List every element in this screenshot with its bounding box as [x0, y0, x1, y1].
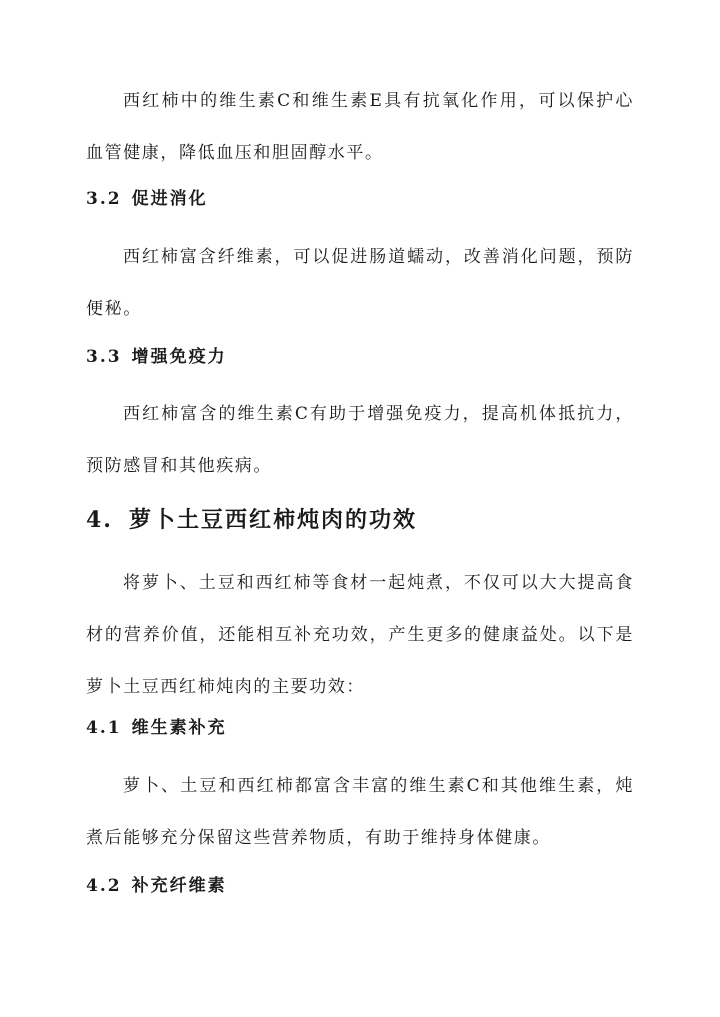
heading-4-1	[86, 716, 227, 740]
heading-3-3	[86, 345, 227, 369]
heading-number: 4.1	[86, 718, 122, 738]
heading-number: 4.	[86, 507, 113, 533]
heading-title: 促进消化	[131, 189, 208, 209]
heading-3-2	[86, 187, 208, 211]
paragraph-tomato-immunity: 西红柿富含的维生素C有助于增强免疫力，提高机体抵抗力，预防感冒和其他疾病。	[86, 404, 634, 476]
paragraph-tomato-digestion: 西红柿富含纤维素，可以促进肠道蠕动，改善消化问题，预防便秘。	[86, 247, 634, 319]
heading-title: 增强免疫力	[131, 347, 227, 367]
paragraph-tomato-antioxidant: 西红柿中的维生素C和维生素E具有抗氧化作用，可以保护心血管健康，降低血压和胆固醇水平。	[86, 91, 634, 163]
heading-4	[86, 505, 417, 535]
heading-number: 3.2	[86, 189, 122, 209]
heading-number: 3.3	[86, 347, 122, 367]
heading-number: 4.2	[86, 876, 122, 896]
heading-title: 维生素补充	[131, 718, 227, 738]
heading-4-2	[86, 874, 227, 898]
heading-title: 萝卜土豆西红柿炖肉的功效	[128, 507, 417, 533]
heading-title: 补充纤维素	[131, 876, 227, 896]
paragraph-vitamin-supplement: 萝卜、土豆和西红柿都富含丰富的维生素C和其他维生素，炖煮后能够充分保留这些营养物质，有助于维持身体健康。	[86, 776, 634, 848]
paragraph-stew-intro: 将萝卜、土豆和西红柿等食材一起炖煮，不仅可以大大提高食材的营养价值，还能相互补充功效，产生更多的健康益处。以下是萝卜土豆西红柿炖肉的主要功效：	[86, 573, 634, 697]
